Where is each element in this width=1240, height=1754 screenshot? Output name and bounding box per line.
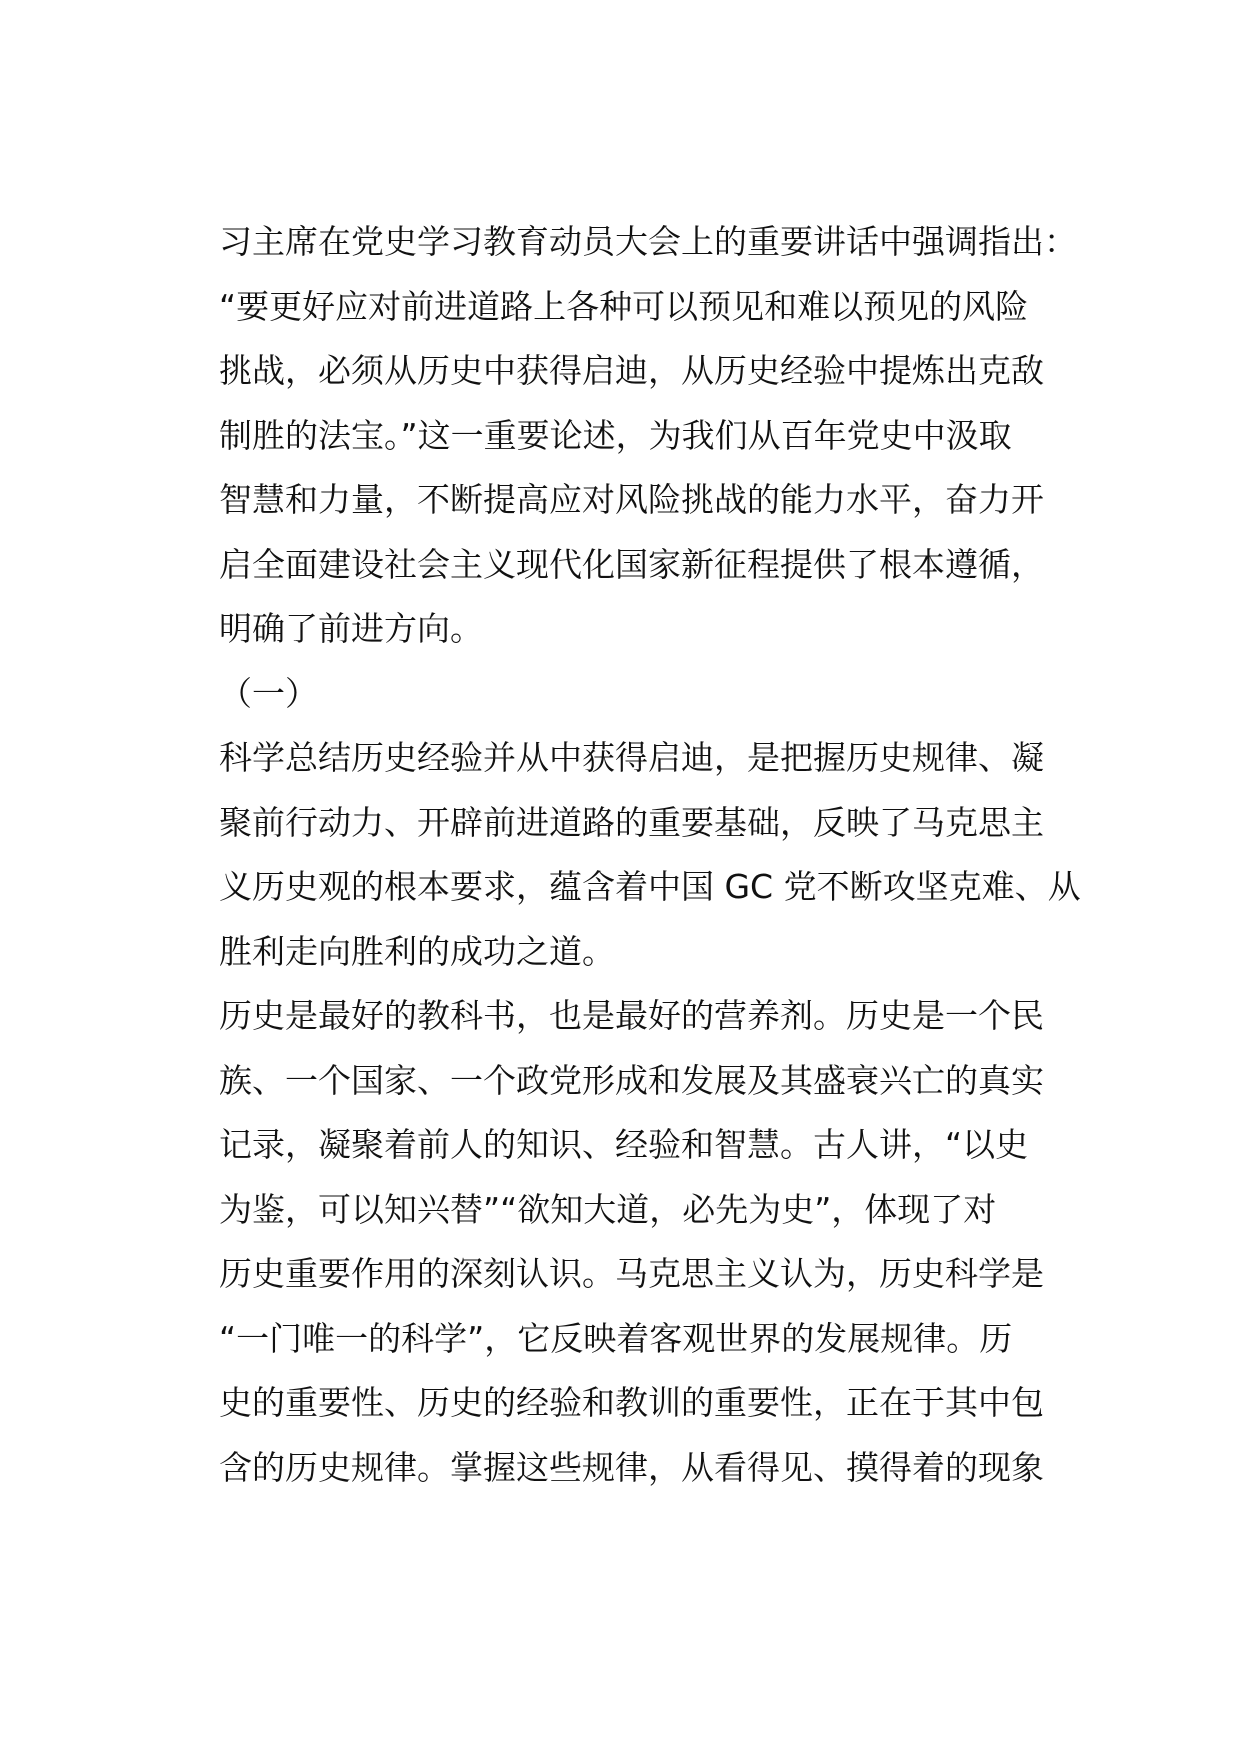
text-line: 制胜的法宝。”这一重要论述，为我们从百年党史中汲取 (219, 415, 1012, 455)
text-line: 智慧和力量，不断提高应对风险挑战的能力水平，奋力开 (219, 480, 1044, 519)
document-body (219, 210, 1079, 1500)
text-line: 启全面建设社会主义现代化国家新征程提供了根本遵循， (219, 544, 1044, 584)
text-line: 记录，凝聚着前人的知识、经验和智慧。古人讲，“以史 (219, 1125, 1029, 1164)
text-line: 聚前行动力、开辟前进道路的重要基础，反映了马克思主 (219, 802, 1044, 842)
text-line: 历史重要作用的深刻认识。马克思主义认为，历史科学是 (219, 1254, 1044, 1293)
text-line: 族、一个国家、一个政党形成和发展及其盛衰兴亡的真实 (219, 1060, 1044, 1100)
text-line: 明确了前进方向。 (219, 609, 483, 648)
text-line: 历史是最好的教科书，也是最好的营养剂。历史是一个民 (219, 996, 1044, 1035)
text-line: 胜利走向胜利的成功之道。 (219, 931, 615, 971)
text-line: 史的重要性、历史的经验和教训的重要性，正在于其中包 (219, 1383, 1044, 1422)
text-line: 为鉴，可以知兴替”“欲知大道，必先为史”，体现了对 (219, 1189, 997, 1229)
section-heading: （一） (219, 673, 318, 713)
text-line: 义历史观的根本要求，蕴含着中国 GC 党不断攻坚克难、从 (219, 867, 1081, 906)
text-line: “要更好应对前进道路上各种可以预见和难以预见的风险 (219, 286, 1029, 326)
text-line: 科学总结历史经验并从中获得启迪，是把握历史规律、凝 (219, 738, 1044, 777)
text-line: 挑战，必须从历史中获得启迪，从历史经验中提炼出克敌 (219, 351, 1044, 390)
text-line: 习主席在党史学习教育动员大会上的重要讲话中强调指出： (219, 222, 1077, 261)
text-line: “一门唯一的科学”，它反映着客观世界的发展规律。历 (219, 1318, 1013, 1358)
text-line: 含的历史规律。掌握这些规律，从看得见、摸得着的现象 (219, 1447, 1044, 1487)
